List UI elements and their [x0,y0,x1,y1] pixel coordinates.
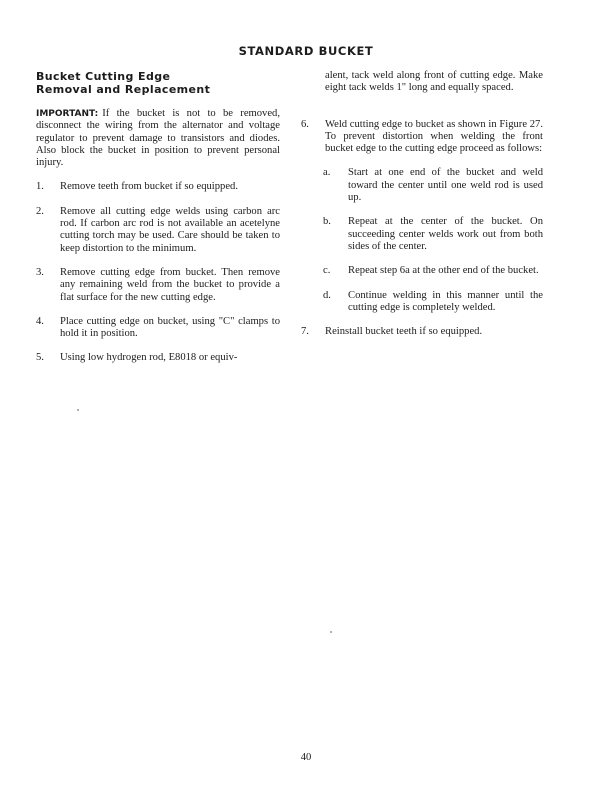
page-title: STANDARD BUCKET [238,44,374,58]
scan-speck [330,631,332,633]
substep-letter: c. [323,265,331,277]
step-number: 4. [36,315,44,327]
substep-text: Start at one end of the bucket and weld toward the center until one weld rod is used up. [348,167,543,204]
step-3 [36,267,280,304]
step-text: Reinstall bucket teeth if so equipped. [325,326,483,338]
scan-speck [77,409,79,411]
important-note [36,108,280,169]
step-5 [36,352,280,364]
substep-text: Repeat at the center of the bucket. On succeeding center welds work out from both sides of the center. [348,216,543,252]
substep-letter: d. [323,289,331,301]
substep-d [323,290,543,315]
substep-c [323,265,543,277]
left-column [36,70,280,377]
step-number: 6. [301,118,309,130]
substep-letter: a. [323,167,331,179]
step-7 [301,326,543,338]
right-column [301,70,543,350]
step-number: 3. [36,266,44,278]
section-heading-line-2: Removal and Replacement [36,83,211,96]
substep-a [323,167,543,204]
page-number: 40 [300,752,312,763]
step-text: Remove teeth from bucket if so equipped. [60,181,238,193]
important-text: If the bucket is not to be removed, disconnect the wiring from the alternator and voltage regulator to prevent damage to transistors and diodes. Also block the bucket in position to prevent personal injury. [36,108,280,169]
step-text: Remove all cutting edge welds using carbon arc rod. If carbon arc rod is not available an acetelyne cutting torch may be used. Care should be taken to keep distortion to the minimum. [60,205,280,254]
step-text: Using low hydrogen rod, E8018 or equiv- [60,352,238,364]
step-text: Place cutting edge on bucket, using "C" clamps to hold it in position. [60,315,280,340]
step-number: 5. [36,352,44,364]
step-5-continued: alent, tack weld along front of cutting edge. Make eight tack welds 1" long and equally spaced. [325,70,543,94]
section-heading-line-1: Bucket Cutting Edge [36,70,171,83]
important-label: IMPORTANT: [36,109,99,119]
step-4 [36,316,280,341]
step-6 [301,119,543,156]
step-number: 2. [36,205,44,217]
step-number: 1. [36,181,44,193]
substep-letter: b. [323,216,331,228]
substep-text: Continue welding in this manner until the cutting edge is completely welded. [348,289,543,313]
step-2 [36,206,280,255]
step-text: Weld cutting edge to bucket as shown in Figure 27. To prevent distortion when welding the front bucket edge to the cutting edge proceed as follows: [325,118,543,155]
step-number: 7. [301,326,309,338]
step-text: Remove cutting edge from bucket. Then remove any remaining weld from the bucket to provide a flat surface for the new cutting edge. [60,266,280,303]
step-1 [36,181,280,193]
section-heading [36,70,280,96]
substep-b [323,216,543,253]
substep-text: Repeat step 6a at the other end of the bucket. [348,265,539,277]
